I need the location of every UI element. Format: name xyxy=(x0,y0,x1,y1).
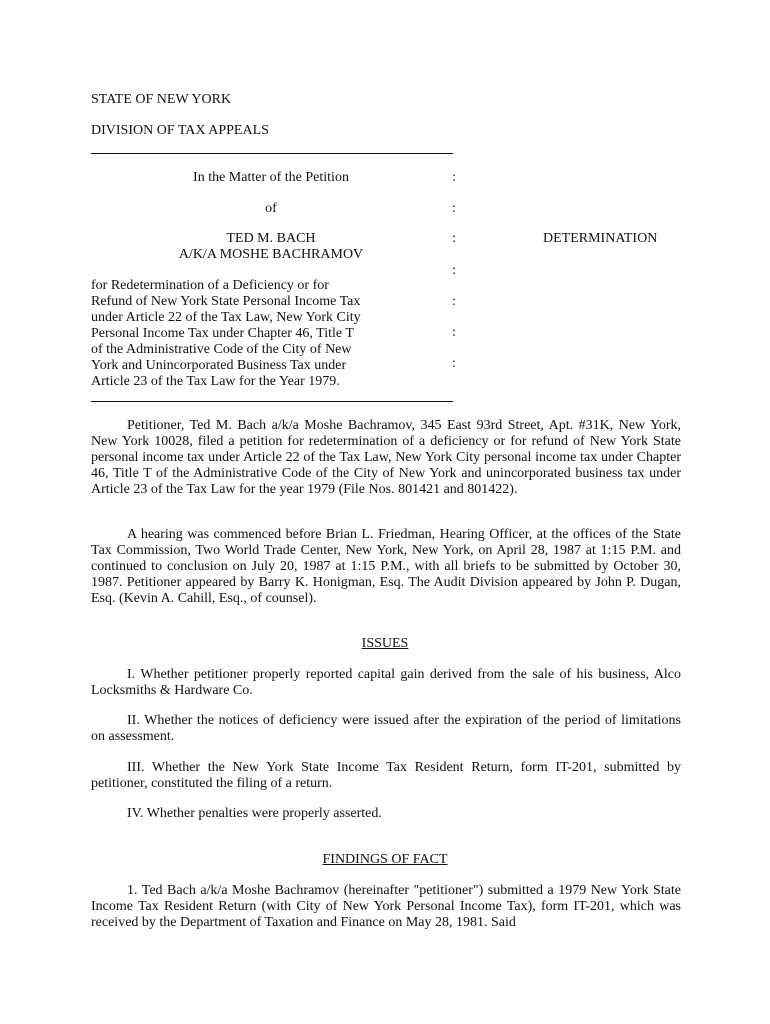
caption-colon: : xyxy=(452,201,456,216)
petitioner-name: TED M. BACH xyxy=(226,231,316,246)
issue-item-text: III. Whether the New York State Income Tax Resident Return, form IT-201, submitted by petitioner, constituted the filing of a return. xyxy=(91,760,681,791)
hearing-paragraph-text: A hearing was commenced before Brian L. Friedman, Hearing Officer, at the offices of the State Tax Commission, Two World Trade Center, New York, New York, on April 28, 1987 at 1:15 P.M. and continued to conclusion on July 20, 1987 at 1:15 P.M., with all briefs to be submitted by October 30, 1987. Petitioner appeared by Barry K. Honigman, Esq. The Audit Division appeared by John P. Dugan, Esq. (Kevin A. Cahill, Esq., of counsel). xyxy=(91,527,681,606)
document-type-label: DETERMINATION xyxy=(543,231,658,246)
state-heading: STATE OF NEW YORK xyxy=(91,92,232,107)
caption-colon: : xyxy=(452,263,456,278)
caption-colon: : xyxy=(452,294,456,309)
caption-bottom-rule xyxy=(91,401,453,402)
caption-colon: : xyxy=(452,325,456,340)
issue-item-text: IV. Whether penalties were properly asserted. xyxy=(127,806,382,821)
issue-item-text: I. Whether petitioner properly reported capital gain derived from the sale of his business, Alco Locksmiths & Hardware Co. xyxy=(91,667,681,698)
issue-item xyxy=(91,806,681,822)
caption-colon: : xyxy=(452,170,456,185)
issue-item xyxy=(91,667,681,699)
finding-item xyxy=(91,883,681,931)
caption-description: for Redetermination of a Deficiency or for Refund of New York State Personal Income Tax under Article 22 of the Tax Law, New York City Personal Income Tax under Chapter 46, Title T of the Administrative Code of the City of New York and Unincorporated Business Tax under Article 23 of the Tax Law for the Year 1979. xyxy=(91,278,361,389)
caption-colon: : xyxy=(452,356,456,371)
division-heading: DIVISION OF TAX APPEALS xyxy=(91,123,269,138)
caption-matter: In the Matter of the Petition xyxy=(193,170,349,185)
issue-item xyxy=(91,713,681,745)
findings-heading: FINDINGS OF FACT xyxy=(322,852,448,867)
caption-of: of xyxy=(265,201,277,216)
finding-item-text: 1. Ted Bach a/k/a Moshe Bachramov (hereinafter "petitioner") submitted a 1979 New York State Income Tax Resident Return (with City of New York Personal Income Tax), form IT-201, which was received by the Department of Taxation and Finance on May 28, 1981. Said xyxy=(91,883,681,930)
issues-heading: ISSUES xyxy=(361,636,409,651)
intro-paragraph xyxy=(91,418,681,498)
caption-colon: : xyxy=(452,231,456,246)
issue-item-text: II. Whether the notices of deficiency were issued after the expiration of the period of limitations on assessment. xyxy=(91,713,681,744)
petitioner-aka: A/K/A MOSHE BACHRAMOV xyxy=(178,247,364,262)
caption-top-rule xyxy=(91,153,453,154)
intro-paragraph-text: Petitioner, Ted M. Bach a/k/a Moshe Bachramov, 345 East 93rd Street, Apt. #31K, New York, New York 10028, filed a petition for redetermination of a deficiency or for refund of New York State personal income tax under Article 22 of the Tax Law, New York City personal income tax under Chapter 46, Title T of the Administrative Code of the City of New York and unincorporated business tax under Article 23 of the Tax Law for the year 1979 (File Nos. 801421 and 801422). xyxy=(91,418,681,497)
hearing-paragraph xyxy=(91,527,681,607)
issue-item xyxy=(91,760,681,792)
